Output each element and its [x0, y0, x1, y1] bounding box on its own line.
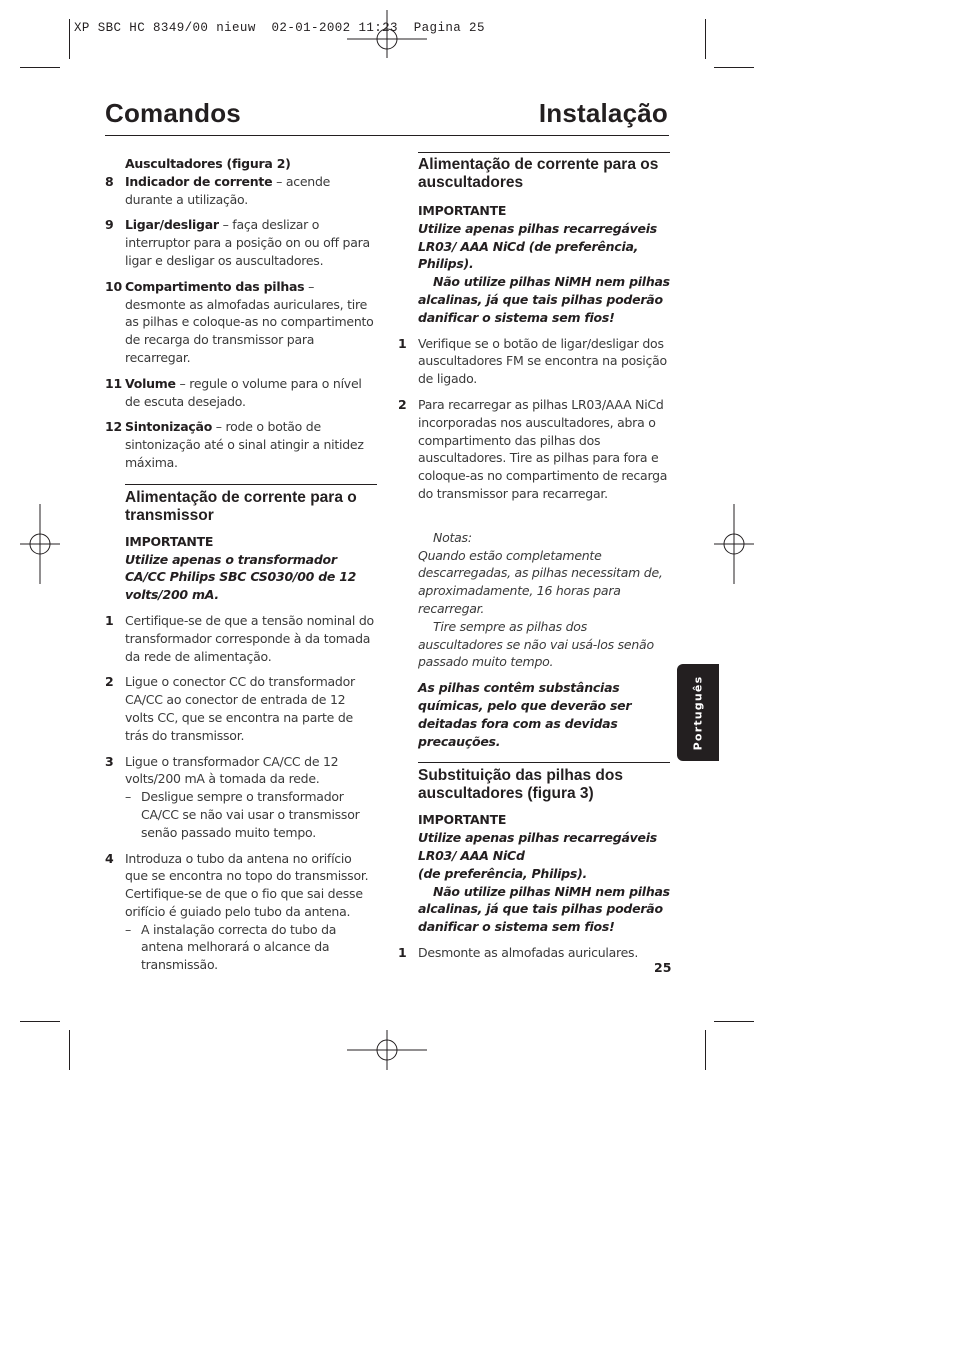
list-item: 8 Indicador de corrente – acende durante a utilização. [105, 173, 331, 207]
section-heading-battery-replacement: Substituição das pilhas dos auscultadores (figura 3) [418, 767, 623, 803]
important-warning: Não utilize pilhas NiMH nem pilhas alcalinas, já que tais pilhas poderão danificar o sistema sem fios! [418, 274, 670, 325]
important-label: IMPORTANTE [418, 203, 507, 218]
note-text: Quando estão completamente descarregadas, as pilhas necessitam de, aproximadamente, 16 horas para recarregar. [418, 547, 663, 616]
language-tab [677, 664, 719, 761]
page-title-left: Comandos [105, 98, 241, 128]
section-rule [125, 484, 377, 485]
subheading-headphones: Auscultadores (figura 2) [125, 156, 291, 171]
sub-item: – A instalação correcta do tubo da antena melhorará o alcance da transmissão. [125, 921, 337, 973]
section-heading-headphone-power: Alimentação de corrente para os auscultadores [418, 156, 659, 191]
important-warning: Utilize apenas pilhas recarregáveis LR03/ AAA NiCd (de preferência, Philips). [418, 220, 657, 272]
left-column [105, 155, 377, 974]
list-item: 1 Desmonte as almofadas auriculares. [398, 944, 639, 960]
list-item: 2 Ligue o conector CC do transformador CA/CC ao conector de entrada de 12 volts CC, que se encontra na parte de trás do transmissor. [105, 674, 355, 743]
list-item: 11 Volume – regule o volume para o nível de escuta desejado. [105, 375, 362, 409]
notes [418, 529, 670, 751]
registration-mark-top [347, 10, 427, 70]
sub-item: – Desligue sempre o transformador CA/CC se não vai usar o transmissor senão passado muito tempo. [125, 789, 360, 840]
list-item: 10 Compartimento das pilhas – desmonte as almofadas auriculares, tire as pilhas e coloque-as no compartimento de recarga do transmissor para recarregar. [105, 278, 374, 365]
note-text: Tire sempre as pilhas dos auscultadores se não vai usá-los senão passado muito tempo. [418, 618, 654, 670]
registration-mark-right [714, 504, 754, 584]
right-column [398, 152, 670, 962]
important-warning: Utilize apenas o transformador CA/CC Philips SBC CS030/00 de 12 volts/200 mA. [125, 551, 357, 603]
list-item: 1 Verifique se o botão de ligar/desligar dos auscultadores FM se encontra na posição de ligado. [398, 335, 667, 387]
section-rule [418, 762, 670, 763]
print-slug: XP SBC HC 8349/00 nieuw 02-01-2002 11:23 Pagina 25 [74, 21, 485, 35]
language-tab-label: Português [691, 675, 705, 750]
page-title-right: Instalação [538, 98, 668, 128]
section-rule [418, 152, 670, 153]
important-label: IMPORTANTE [125, 533, 214, 549]
header-rule [105, 135, 669, 136]
list-item: 2 Para recarregar as pilhas LR03/AAA NiCd incorporadas nos auscultadores, abra o compartimento das pilhas dos auscultadores. Tire as pilhas para fora e coloque-as no compartimento de recarga do transmissor para recarregar. [398, 396, 668, 501]
section-heading-transmitter-power: Alimentação de corrente para o transmissor [125, 488, 357, 524]
list-item: 1 Certifique-se de que a tensão nominal do transformador corresponde à da tomada da rede de alimentação. [105, 612, 374, 664]
important-warning: (de preferência, Philips). [418, 865, 588, 881]
chemical-warning: As pilhas contêm substâncias químicas, pelo que deverão ser deitadas fora com as devidas precauções. [418, 680, 632, 749]
registration-mark-left [20, 504, 60, 584]
list-item: 12 Sintonização – rode o botão de sintonização até o sinal atingir a nitidez máxima. [105, 419, 364, 470]
list-item: 4 Introduza o tubo da antena no orifício que se encontra no topo do transmissor. Certifique-se de que o fio que sai desse orifício é guiado pelo tubo da antena. – A instalação correcta do tubo da antena melhorará o alcance da transmissão. [105, 850, 377, 975]
important-warning: Utilize apenas pilhas recarregáveis LR03/ AAA NiCd [418, 830, 657, 863]
important-warning: Não utilize pilhas NiMH nem pilhas alcalinas, já que tais pilhas poderão danificar o sistema sem fios! [418, 883, 670, 935]
registration-mark-bottom [347, 1020, 427, 1070]
notes-label: Notas: [433, 529, 472, 545]
page-number: 25 [654, 960, 672, 975]
list-item: 9 Ligar/desligar – faça deslizar o interruptor para a posição on ou off para ligar e desligar os auscultadores. [105, 217, 370, 268]
important-label: IMPORTANTE [418, 812, 507, 828]
list-item: 3 Ligue o transformador CA/CC de 12 volts/200 mA à tomada da rede. – Desligue sempre o transformador CA/CC se não vai usar o transmissor senão passado muito tempo. [105, 753, 377, 842]
